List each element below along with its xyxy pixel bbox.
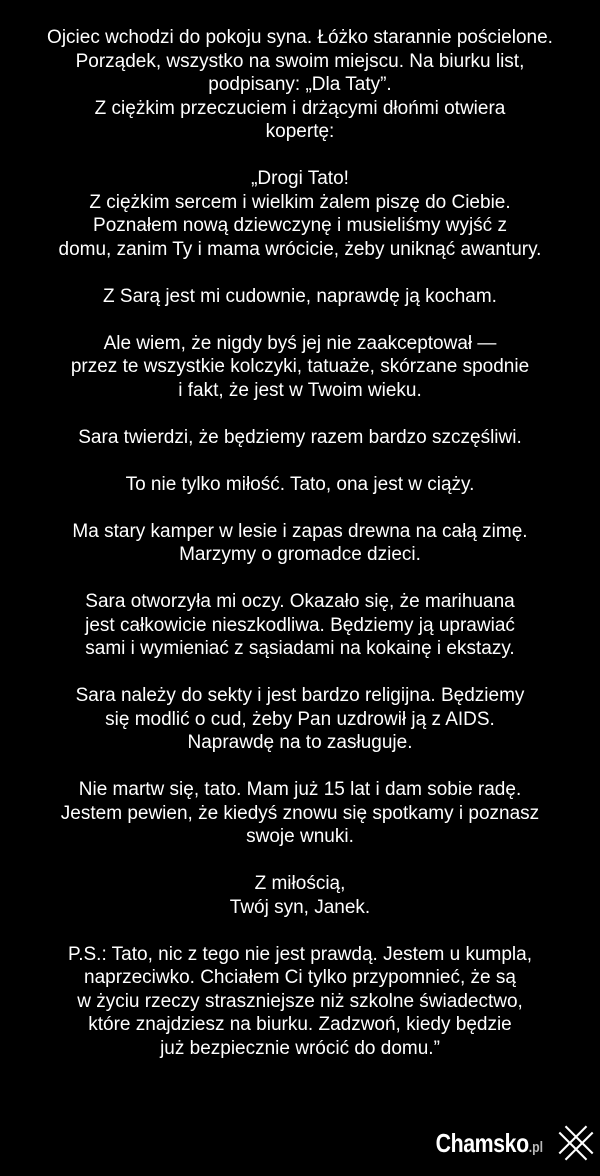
paragraph [0,520,600,567]
paragraph [0,332,600,403]
text-line: i fakt, że jest w Twoim wieku. [178,379,422,401]
text-line: P.S.: Tato, nic z tego nie jest prawdą. Jestem u kumpla, [68,943,532,965]
text-line: jest całkowicie nieszkodliwa. Będziemy ją uprawiać [85,614,515,636]
text-line: Twój syn, Janek. [229,896,371,918]
text-line: swoje wnuki. [246,826,354,847]
text-line: Poznałem nową dziewczynę i musieliśmy wyjść z [93,215,507,236]
paragraph [0,473,600,497]
footer-logo [412,1118,597,1168]
text-line: Z miłością, [254,873,346,894]
paragraph [0,26,600,144]
text-line: sami i wymieniać z sąsiadami na kokainę i ekstazy. [85,638,515,659]
text-line: przez te wszystkie kolczyki, tatuaże, skórzane spodnie [70,356,530,377]
text-line: Ma stary kamper w lesie i zapas drewna na całą zimę. [72,520,528,542]
paragraph [0,943,600,1061]
text-line: które znajdziesz na biurku. Zadzwoń, kiedy będzie [88,1014,512,1035]
text-line: Jestem pewien, że kiedyś znowu się spotkamy i poznasz [60,802,540,824]
text-line: Sara należy do sekty i jest bardzo religijna. Będziemy [75,685,525,706]
text-line: Ojciec wchodzi do pokoju syna. Łóżko starannie pościelone. [47,27,553,48]
text-line: Ale wiem, że nigdy byś jej nie zaakceptował — [103,332,497,354]
paragraph [0,426,600,450]
text-line: Nie martw się, tato. Mam już 15 lat i dam sobie radę. [78,779,522,800]
text-line: Porządek, wszystko na swoim miejscu. Na biurku list, [75,50,525,72]
text-line: już bezpiecznie wrócić do domu.” [160,1037,440,1059]
text-line: Z ciężkim przeczuciem i drżącymi dłońmi otwiera [94,97,506,119]
text-line: Sara twierdzi, że będziemy razem bardzo szczęśliwi. [78,426,522,448]
text-line: Sara otworzyła mi oczy. Okazało się, że marihuana [85,591,515,612]
text-line: Marzymy o gromadce dzieci. [179,544,421,565]
text-line: To nie tylko miłość. Tato, ona jest w ciąży. [125,473,475,495]
story-text [0,26,600,1060]
paragraph [0,285,600,309]
brand-tld: .pl [528,1138,543,1156]
text-line: Naprawdę na to zasługuje. [187,732,413,753]
hash-grid-icon [555,1118,597,1168]
text-line: naprzeciwko. Chciałem Ci tylko przypomnieć, że są [84,967,516,988]
text-line: Z ciężkim sercem i wielkim żalem piszę do Ciebie. [89,191,511,213]
brand-wordmark [436,1128,543,1159]
text-line: podpisany: „Dla Taty”. [208,74,392,95]
paragraph [0,778,600,849]
text-line: w życiu rzeczy straszniejsze niż szkolne świadectwo, [77,990,523,1012]
text-line: Z Sarą jest mi cudownie, naprawdę ją kocham. [103,285,497,307]
text-line: się modlić o cud, żeby Pan uzdrowił ją z AIDS. [105,708,495,730]
paragraph [0,590,600,661]
text-line: kopertę: [265,121,335,142]
text-line: domu, zanim Ty i mama wrócicie, żeby uniknąć awantury. [58,238,542,260]
brand-name: Chamsko [435,1127,529,1158]
paragraph [0,167,600,261]
paragraph [0,684,600,755]
text-line: „Drogi Tato! [251,168,349,189]
paragraph [0,872,600,919]
